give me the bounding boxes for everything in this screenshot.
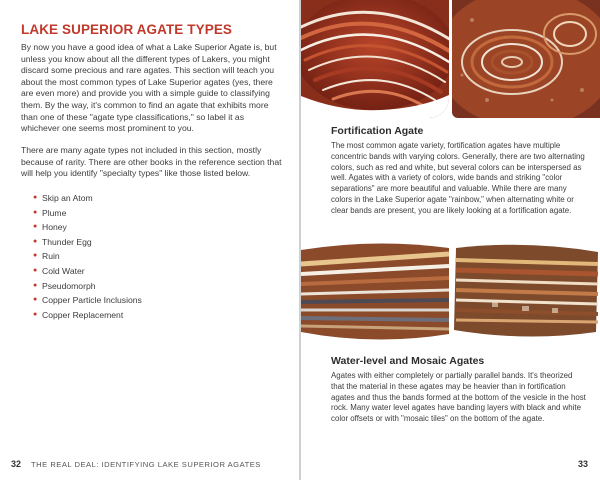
bullet-icon: ●: [33, 266, 38, 274]
bullet-icon: ●: [33, 223, 38, 231]
list-item: ● Copper Particle Inclusions: [33, 293, 142, 308]
specialty-types-list: [33, 191, 142, 322]
list-item: ● Thunder Egg: [33, 235, 142, 250]
water-level-body: Agates with either completely or partially parallel bands. It's theorized that the material in these agates may be heavier than in fortification agates and thus the bands formed at the bottom of the vesicle in the host rock. Many water level agates have banding layers with black and white color offsets or with "mosaic tiles" on the bottom of the agate.: [331, 371, 586, 424]
bullet-icon: ●: [33, 296, 38, 304]
fortification-body: The most common agate variety, fortification agates have multiple concentric bands with varying colors. Generally, there are two alternating colors, such as red and white, but several colors can be interspersed as well. Agates with a variety of colors, wide bands and striking "color separations" are more beautiful and valuable. While there are many colors in the Lake Superior agate "rainbow," when alternating white or clear bands are present, you are likely looking at a fortification agate.: [331, 141, 585, 215]
water-level-agate-photo-1: [301, 242, 449, 342]
fortification-agate-photo-1: [301, 0, 449, 118]
page-number-left: 32: [11, 459, 22, 469]
bullet-icon: ●: [33, 208, 38, 216]
fortification-heading: Fortification Agate: [331, 125, 424, 137]
bullet-icon: ●: [33, 252, 38, 260]
left-footer: [11, 459, 261, 469]
right-page: [301, 0, 600, 480]
list-item: ● Honey: [33, 220, 142, 235]
list-item: ● Skip an Atom: [33, 191, 142, 206]
specialty-paragraph: There are many agate types not included in this section, mostly because of rarity. There are other books in the reference section that will help you identify "specialty types" like those listed below.: [21, 145, 282, 179]
bullet-icon: ●: [33, 237, 38, 245]
left-page: [0, 0, 299, 480]
bullet-icon: ●: [33, 281, 38, 289]
water-level-agate-photo-2: [452, 242, 600, 342]
intro-paragraph: By now you have a good idea of what a Lake Superior Agate is, but unless you know about all the different types of Lakers, you might discard some precious and rare agates. This section will teach you about the most common types of Lake Superior agates (yes, there are even more) and provide you with a simple guide to classifying them. By the way, it's common to find an agate that exhibits more than one of these "agate type classifications," so label it as whichever one seems most prominent to you.: [21, 42, 277, 134]
fortification-agate-photo-2: [452, 0, 600, 118]
bullet-icon: ●: [33, 310, 38, 318]
page-number-right: 33: [577, 459, 588, 469]
list-item: ● Pseudomorph: [33, 279, 142, 294]
list-item: ● Ruin: [33, 249, 142, 264]
list-item: ● Copper Replacement: [33, 308, 142, 323]
bullet-icon: ●: [33, 194, 38, 201]
list-item: ● Cold Water: [33, 264, 142, 279]
list-item: ● Plume: [33, 206, 142, 221]
page-title: LAKE SUPERIOR AGATE TYPES: [21, 22, 233, 37]
water-level-heading: Water-level and Mosaic Agates: [331, 355, 485, 367]
running-title: THE REAL DEAL: IDENTIFYING LAKE SUPERIOR AGATES: [31, 460, 261, 469]
